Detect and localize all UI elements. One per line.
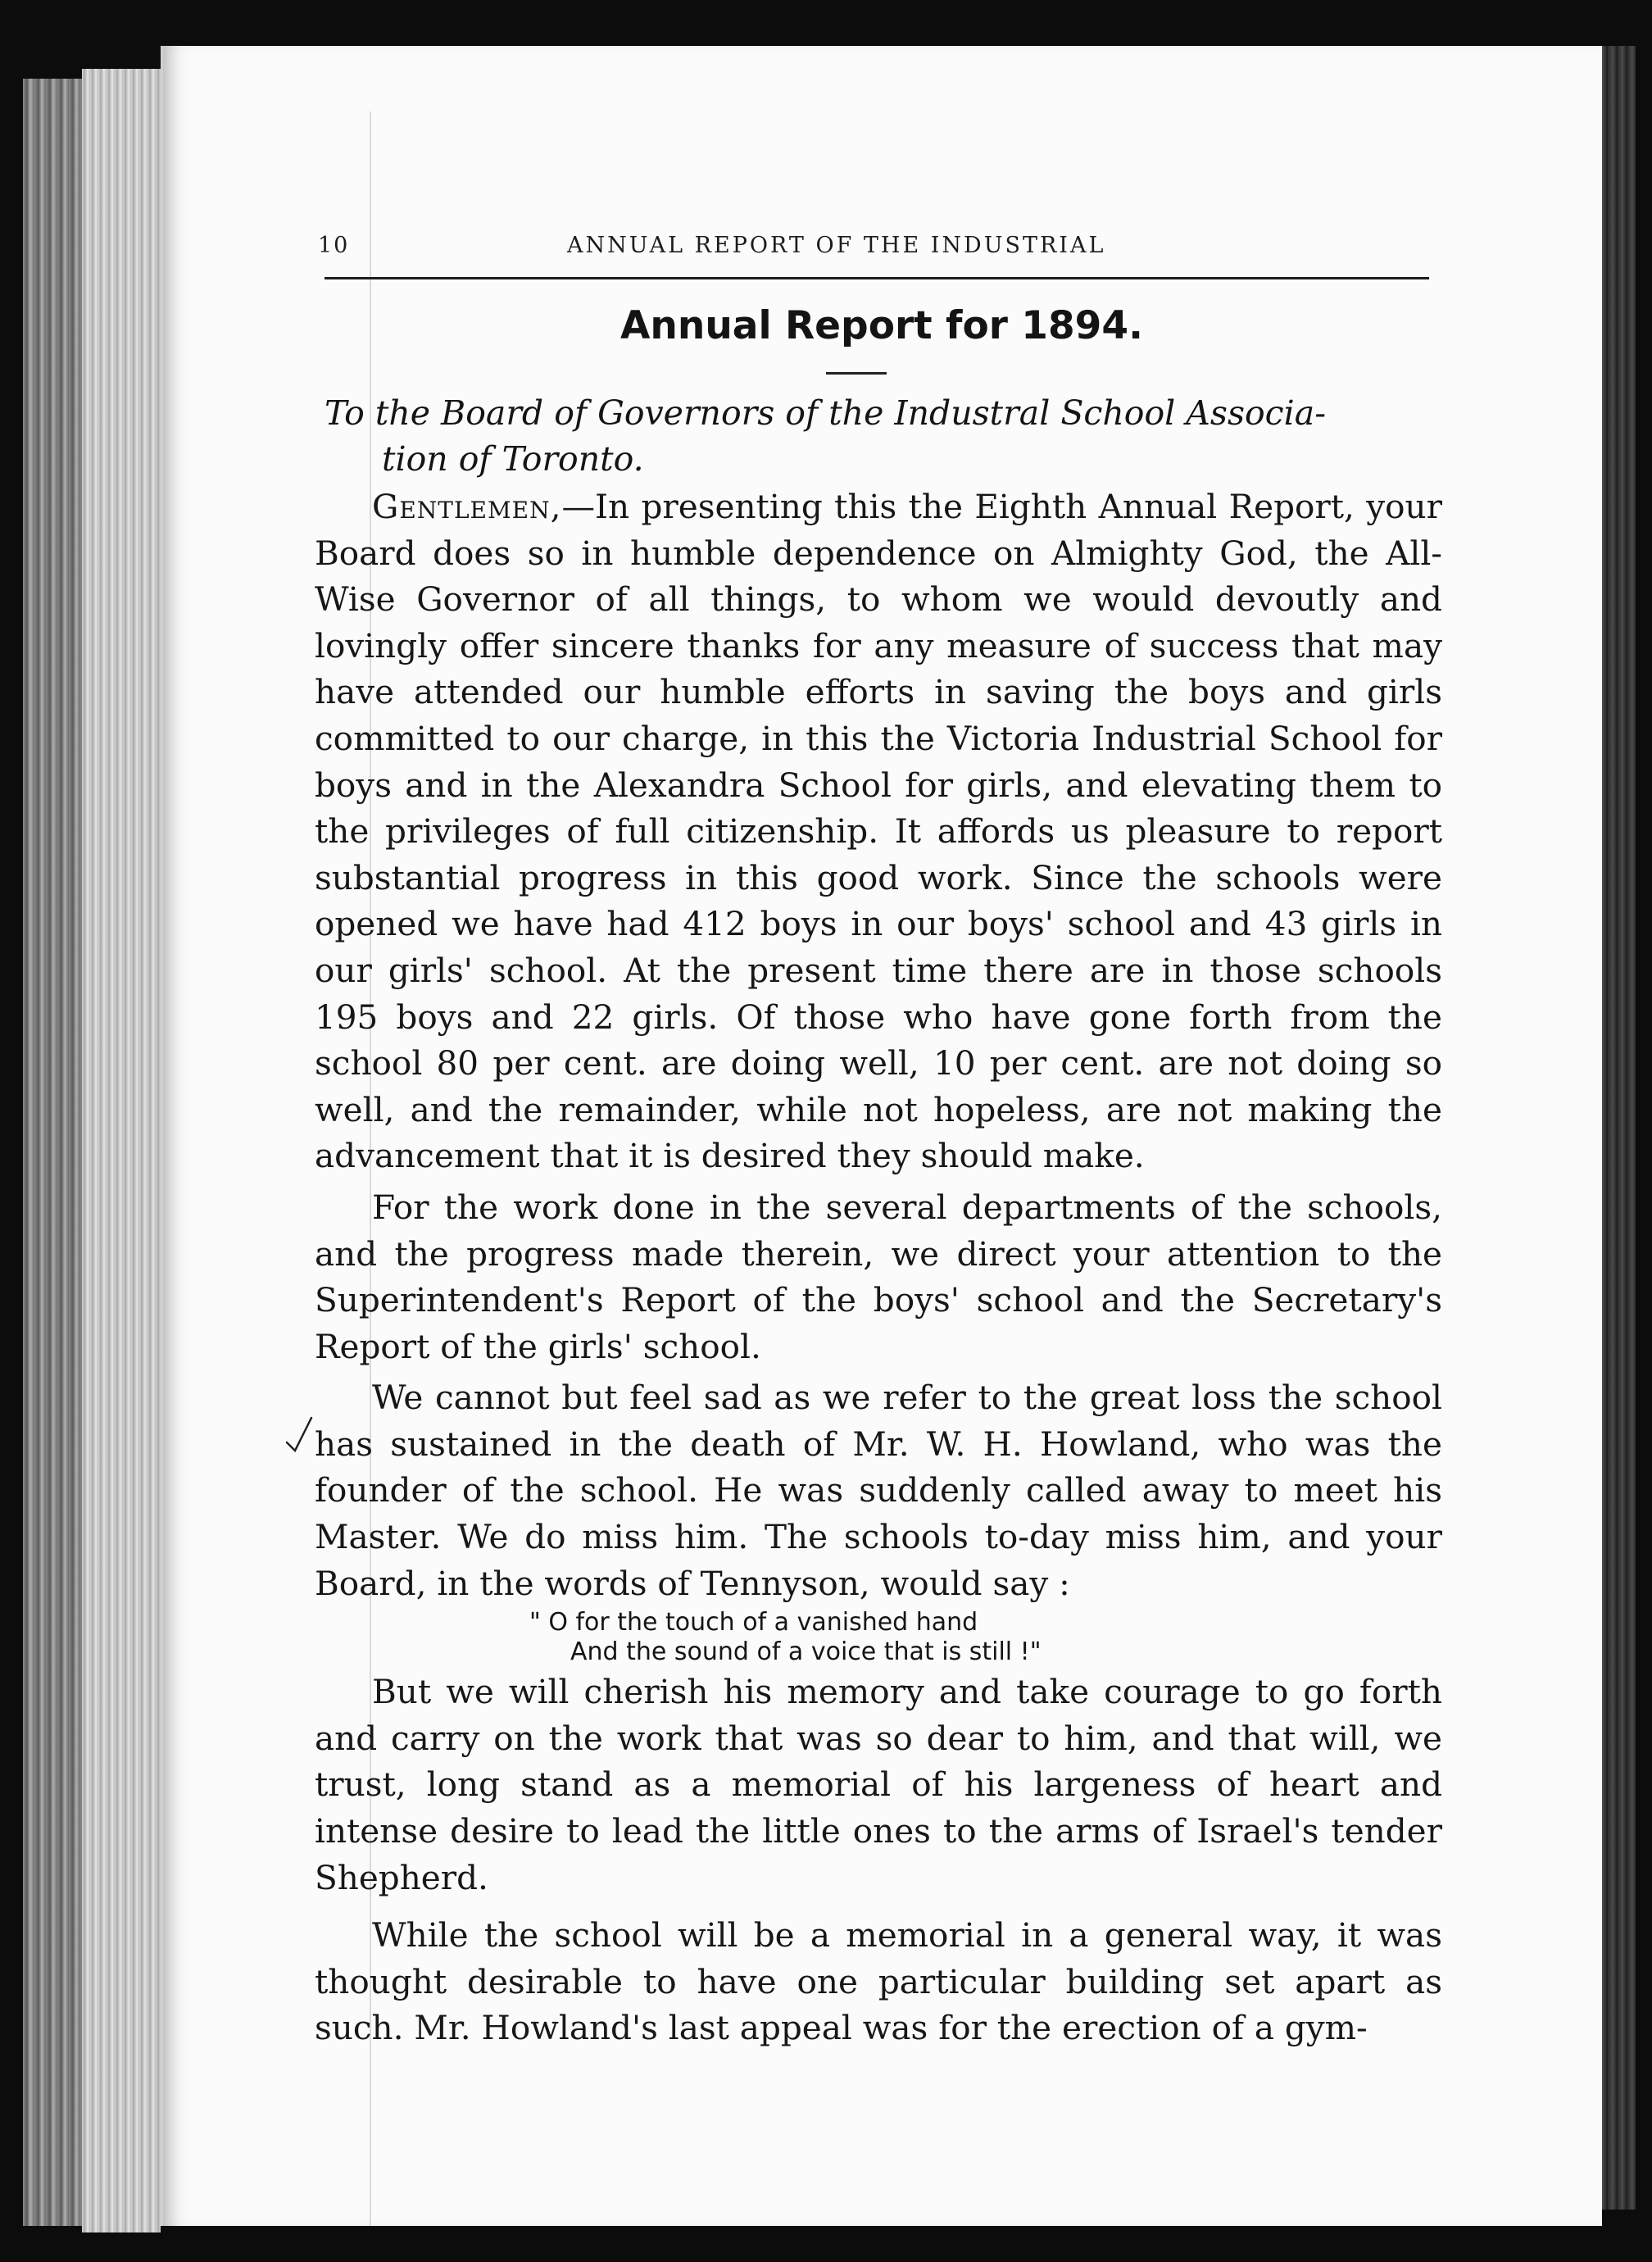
- tennyson-quote: [315, 1608, 1442, 1667]
- paragraph-lead: Gentlemen,: [372, 487, 562, 526]
- margin-checkmark-icon: [284, 1415, 316, 1464]
- running-header: [318, 233, 1434, 266]
- address-line-1: To the Board of Governors of the Industral School Associa-: [324, 393, 1327, 433]
- page-title: Annual Report for 1894.: [620, 303, 1143, 348]
- title-rule: [826, 372, 887, 375]
- book-page-edges: [82, 69, 161, 2232]
- address-line-2: tion of Toronto.: [382, 439, 644, 479]
- quote-line-1: " O for the touch of a vanished hand: [529, 1608, 978, 1637]
- paragraph-1: [315, 484, 1442, 1179]
- report-body: [315, 484, 1442, 2051]
- paragraph-5: While the school will be a memorial in a general way, it was thought desirable to have one particular building set apart as such. Mr. Howland's last appeal was for the erection of a gym-: [315, 1915, 1442, 2048]
- salutation-address: [324, 390, 1441, 482]
- paragraph-2: For the work done in the several departments of the schools, and the progress made therein, we direct your attention to the Superintendent's Report of the boys' school and the Secretary's Report of the girls' school.: [315, 1187, 1442, 1366]
- paragraph-1-text: —In presenting this the Eighth Annual Report, your Board does so in humble dependence on Almighty God, the All-Wise Governor of all things, to whom we would devoutly and lovingly offer sincere thanks for any measure of success that may have attended our humble efforts in saving the boys and girls committed to our charge, in this the Victoria Industrial School for boys and in the Alexandra School for girls, and elevating them to the privileges of full citizenship. It affords us pleasure to report substantial progress in this good work. Since the schools were opened we have had 412 boys in our boys' school and 43 girls in our girls' school. At the present time there are in those schools 195 boys and 22 girls. Of those who have gone forth from the school 80 per cent. are doing well, 10 per cent. are not doing so well, and the remainder, while not hopeless, are not making the advancement that it is desired they should make.: [315, 487, 1442, 1176]
- quote-line-2: And the sound of a voice that is still !": [570, 1637, 1042, 1667]
- paragraph-4: But we will cherish his memory and take courage to go forth and carry on the work that was so dear to him, and that will, we trust, long stand as a memorial of his largeness of heart and intense desire to lead the little ones to the arms of Israel's tender Shepherd.: [315, 1672, 1442, 1897]
- page-number: 10: [318, 233, 350, 258]
- header-rule: [324, 277, 1429, 279]
- paragraph-3: We cannot but feel sad as we refer to the great loss the school has sustained in the death of Mr. W. H. Howland, who was the founder of the school. He was suddenly called away to meet his Master. We do miss him. The schools to-day miss him, and your Board, in the words of Tennyson, would say :: [315, 1378, 1442, 1603]
- book-binding-right: [1598, 46, 1636, 2210]
- running-title: ANNUAL REPORT OF THE INDUSTRIAL: [567, 233, 1106, 258]
